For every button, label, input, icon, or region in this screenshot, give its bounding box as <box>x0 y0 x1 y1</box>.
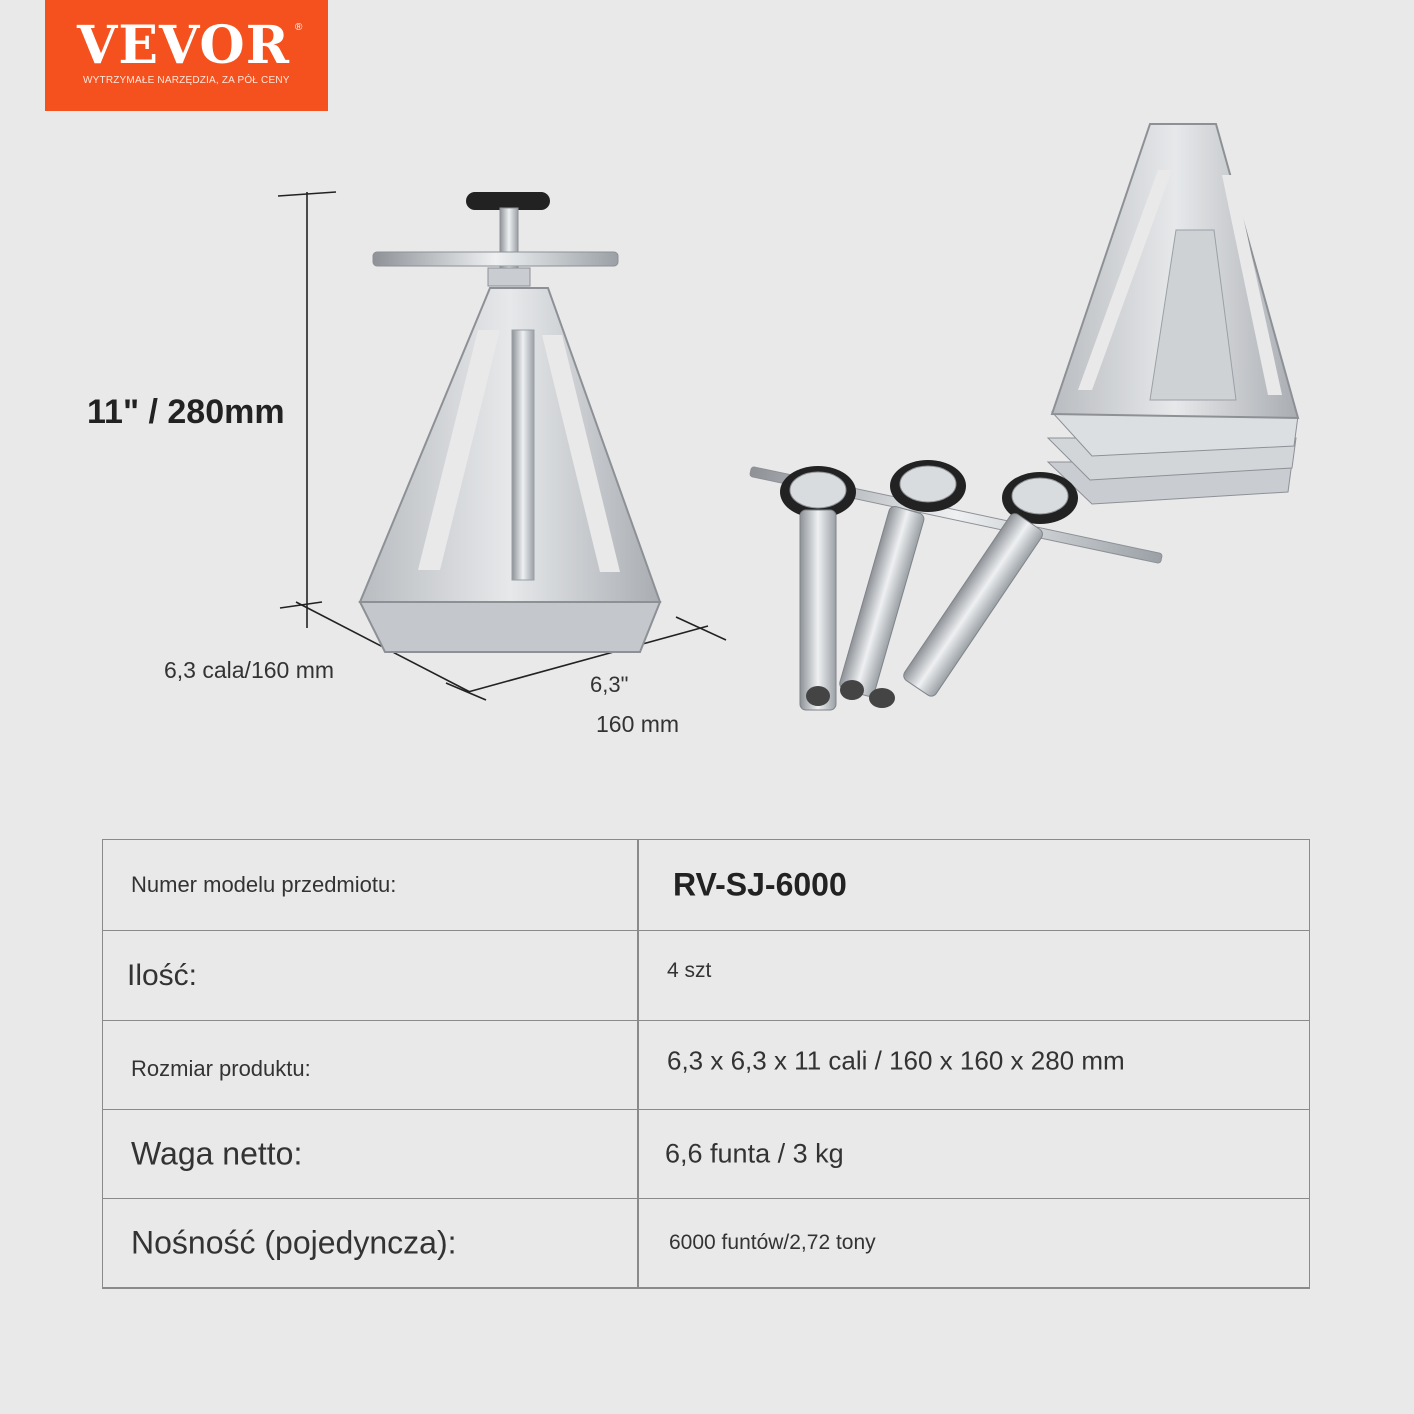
spec-value: 4 szt <box>667 959 712 983</box>
spec-label: Nośność (pojedyncza): <box>131 1224 457 1261</box>
spec-row-model <box>103 840 1309 931</box>
width-dimension-inches: 6,3" <box>590 672 629 697</box>
spec-value: 6000 funtów/2,72 tony <box>669 1231 876 1254</box>
registered-mark: ® <box>295 22 303 33</box>
spec-row-weight <box>103 1110 1309 1199</box>
spec-label: Rozmiar produktu: <box>131 1056 311 1082</box>
jack-stand-assembled-icon <box>360 192 660 652</box>
spec-label: Ilość: <box>127 958 198 992</box>
spec-label: Numer modelu przedmiotu: <box>131 872 397 897</box>
stacked-stands-icon <box>1048 124 1298 504</box>
spec-row-capacity <box>103 1199 1309 1288</box>
height-dimension-label: 11" / 280mm <box>87 393 285 431</box>
spec-row-quantity <box>103 931 1309 1021</box>
brand-name: VEVOR <box>77 15 290 76</box>
depth-dimension-label: 6,3 cala/160 mm <box>164 657 335 683</box>
spec-label: Waga netto: <box>131 1135 303 1172</box>
width-dimension-mm: 160 mm <box>596 711 680 737</box>
spec-row-size <box>103 1021 1309 1110</box>
spec-value: 6,6 funta / 3 kg <box>665 1138 844 1169</box>
spec-column-divider <box>637 840 639 1288</box>
spec-table <box>102 839 1310 1289</box>
brand-tagline: WYTRZYMAŁE NARZĘDZIA, ZA PÓŁ CENY <box>83 75 290 86</box>
spec-value: 6,3 x 6,3 x 11 cali / 160 x 160 x 280 mm <box>667 1045 1125 1076</box>
spec-value: RV-SJ-6000 <box>673 866 847 903</box>
